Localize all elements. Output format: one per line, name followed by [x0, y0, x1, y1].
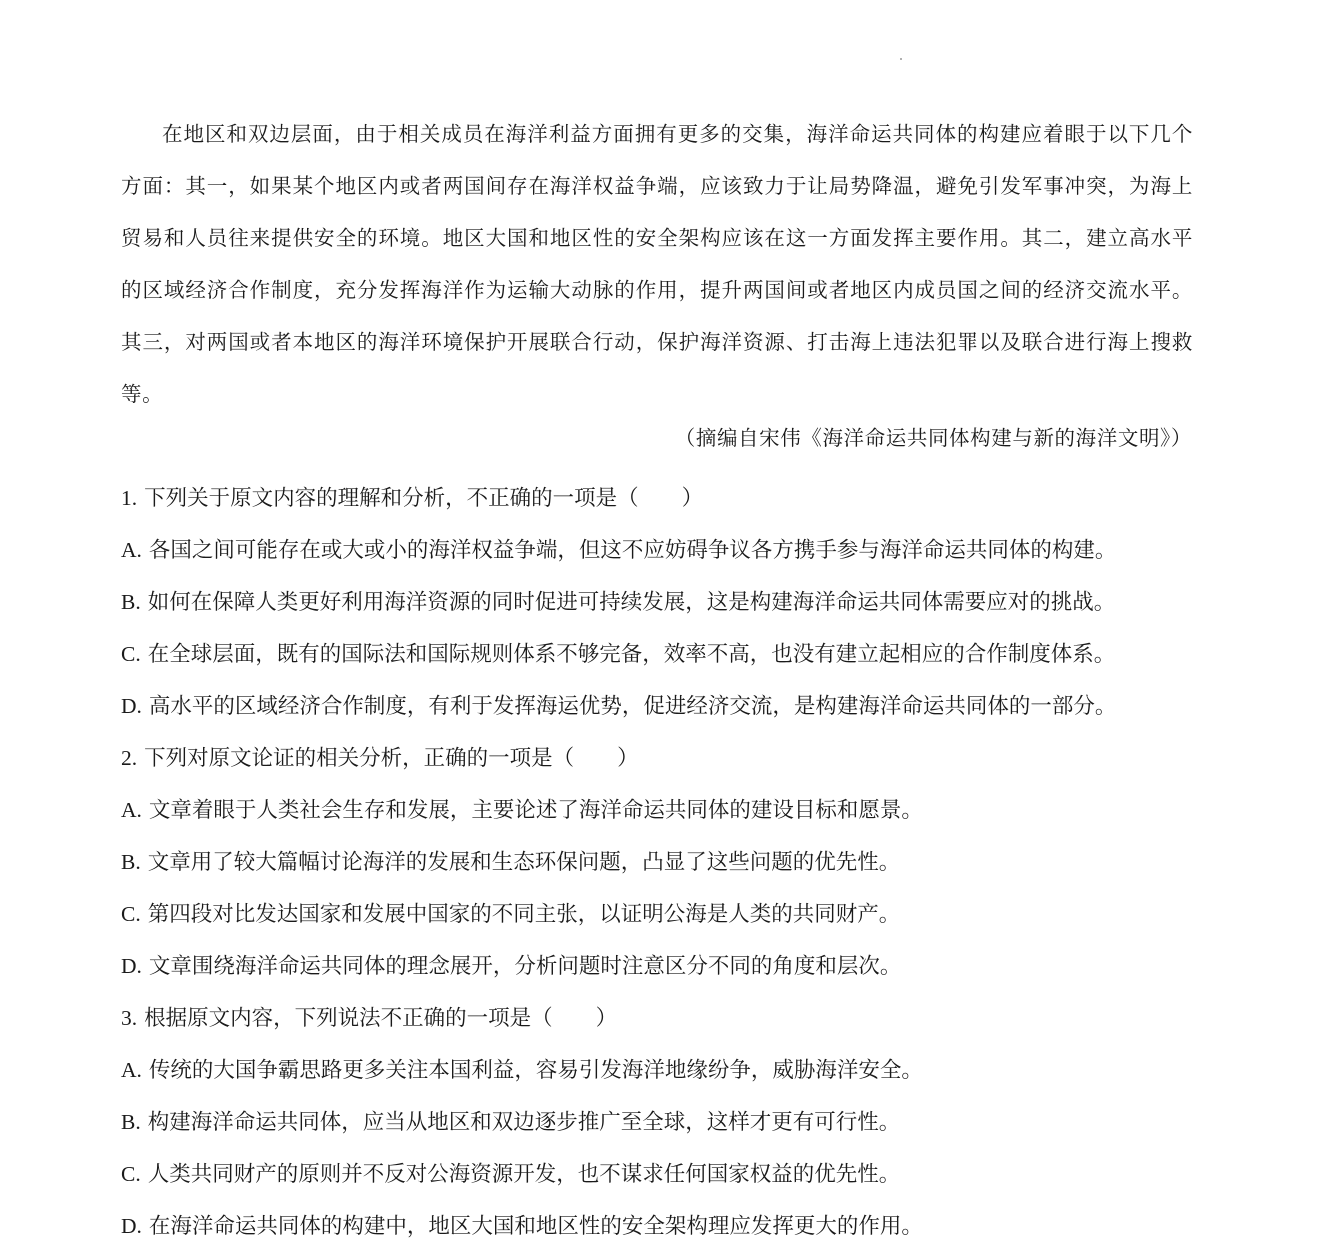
option-letter: B.: [121, 590, 141, 614]
question-text: 下列对原文论证的相关分析，正确的一项是: [144, 746, 553, 770]
option-item: [121, 1044, 1206, 1096]
option-text: 文章用了较大篇幅讨论海洋的发展和生态环保问题，凸显了这些问题的优先性。: [147, 850, 901, 874]
question-list: [121, 472, 1206, 1252]
option-item: [121, 524, 1206, 576]
option-text: 传统的大国争霸思路更多关注本国利益，容易引发海洋地缘纷争，威胁海洋安全。: [148, 1058, 923, 1082]
option-letter: C.: [121, 902, 141, 926]
option-letter: B.: [121, 850, 141, 874]
reading-passage: [121, 108, 1193, 420]
option-text: 人类共同财产的原则并不反对公海资源开发，也不谋求任何国家权益的优先性。: [147, 1162, 901, 1186]
question-number: 2.: [121, 746, 138, 770]
passage-source: （摘编自宋伟《海洋命运共同体构建与新的海洋文明》）: [674, 426, 1192, 450]
question-number: 1.: [121, 486, 138, 510]
option-text: 文章着眼于人类社会生存和发展，主要论述了海洋命运共同体的建设目标和愿景。: [148, 798, 923, 822]
option-item: [121, 888, 1206, 940]
question-text: 根据原文内容，下列说法不正确的一项是: [144, 1006, 532, 1030]
option-text: 各国之间可能存在或大或小的海洋权益争端，但这不应妨碍争议各方携手参与海洋命运共同体的构建。: [148, 538, 1117, 562]
answer-blank: （ ）: [617, 486, 704, 510]
option-text: 第四段对比发达国家和发展中国家的不同主张，以证明公海是人类的共同财产。: [147, 902, 901, 926]
option-item: [121, 940, 1206, 992]
option-letter: C.: [121, 1162, 141, 1186]
answer-blank: （ ）: [531, 1006, 618, 1030]
option-letter: B.: [121, 1110, 141, 1134]
option-text: 高水平的区域经济合作制度，有利于发挥海运优势，促进经济交流，是构建海洋命运共同体的一部分。: [148, 694, 1117, 718]
option-text: 在全球层面，既有的国际法和国际规则体系不够完备，效率不高，也没有建立起相应的合作制度体系。: [147, 642, 1116, 666]
option-letter: A.: [121, 798, 142, 822]
option-text: 文章围绕海洋命运共同体的理念展开，分析问题时注意区分不同的角度和层次。: [148, 954, 902, 978]
option-item: [121, 680, 1206, 732]
option-letter: D.: [121, 694, 142, 718]
option-item: [121, 1148, 1206, 1200]
scan-dot-mark: [900, 58, 902, 60]
question-stem: [121, 992, 1206, 1044]
option-letter: C.: [121, 642, 141, 666]
option-letter: A.: [121, 538, 142, 562]
option-item: [121, 576, 1206, 628]
option-letter: D.: [121, 1214, 142, 1238]
option-text: 构建海洋命运共同体，应当从地区和双边逐步推广至全球，这样才更有可行性。: [147, 1110, 901, 1134]
question-stem: [121, 732, 1206, 784]
option-item: [121, 1096, 1206, 1148]
option-item: [121, 628, 1206, 680]
option-text: 在海洋命运共同体的构建中，地区大国和地区性的安全架构理应发挥更大的作用。: [148, 1214, 923, 1238]
option-item: [121, 784, 1206, 836]
option-text: 如何在保障人类更好利用海洋资源的同时促进可持续发展，这是构建海洋命运共同体需要应对的挑战。: [147, 590, 1116, 614]
option-letter: A.: [121, 1058, 142, 1082]
question-text: 下列关于原文内容的理解和分析，不正确的一项是: [144, 486, 618, 510]
question-number: 3.: [121, 1006, 138, 1030]
question-stem: [121, 472, 1206, 524]
answer-blank: （ ）: [552, 746, 639, 770]
option-item: [121, 836, 1206, 888]
passage-paragraph: 在地区和双边层面，由于相关成员在海洋利益方面拥有更多的交集，海洋命运共同体的构建应着眼于以下几个方面：其一，如果某个地区内或者两国间存在海洋权益争端，应该致力于让局势降温，避免引发军事冲突，为海上贸易和人员往来提供安全的环境。地区大国和地区性的安全架构应该在这一方面发挥主要作用。其二，建立高水平的区域经济合作制度，充分发挥海洋作为运输大动脉的作用，提升两国间或者地区内成员国之间的经济交流水平。其三，对两国或者本地区的海洋环境保护开展联合行动，保护海洋资源、打击海上违法犯罪以及联合进行海上搜救等。: [121, 122, 1193, 406]
option-item: [121, 1200, 1206, 1252]
option-letter: D.: [121, 954, 142, 978]
